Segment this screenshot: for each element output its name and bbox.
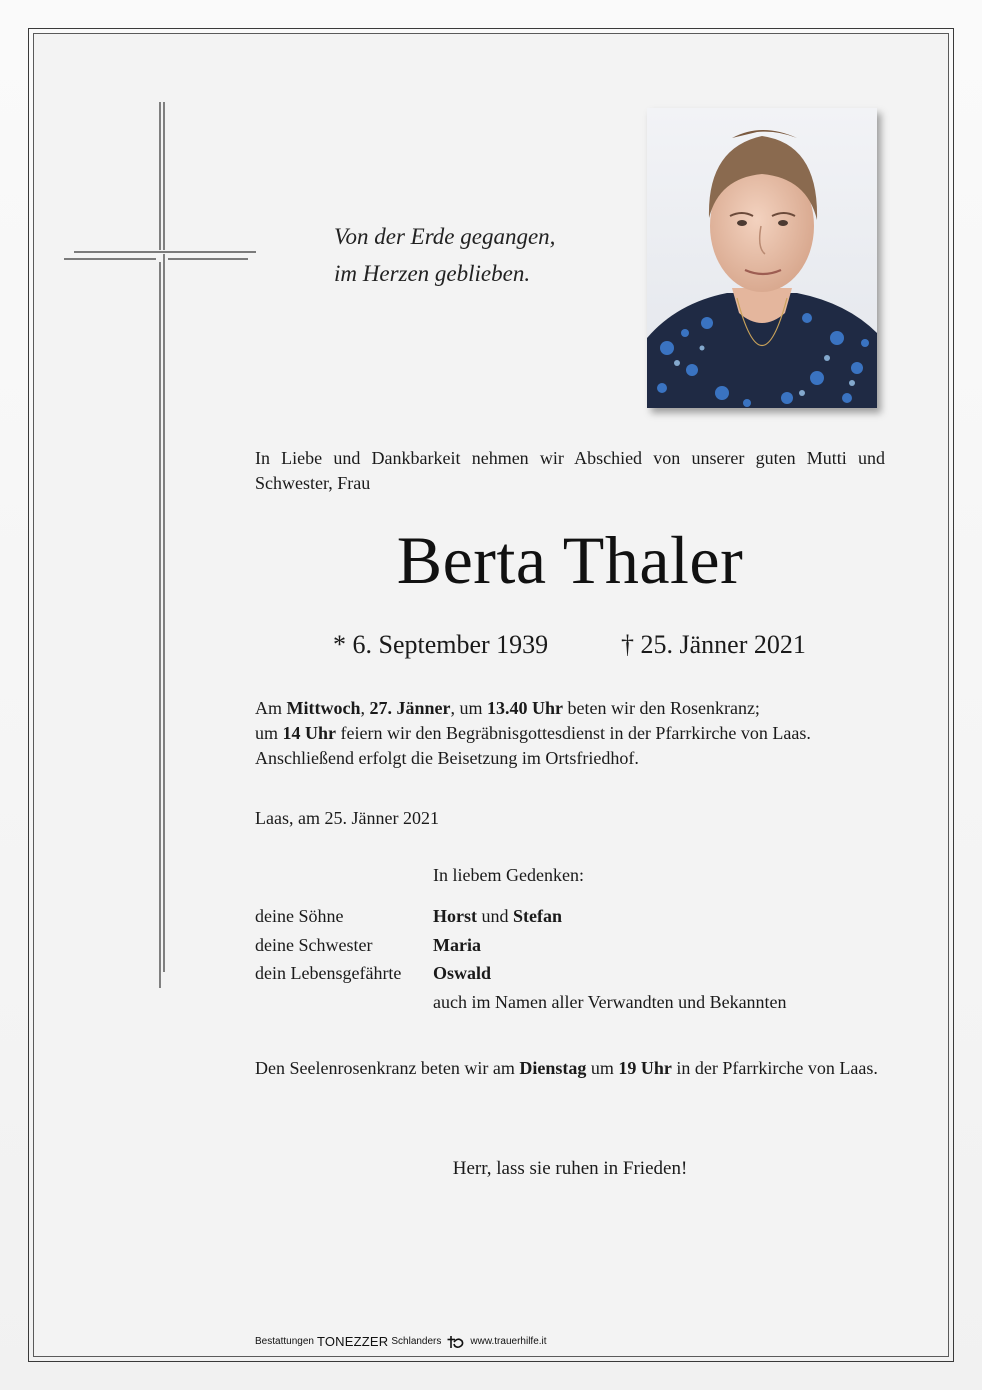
mourner-relation: dein Lebensgefährte: [255, 963, 402, 983]
rosary-weekday: Dienstag: [519, 1058, 587, 1078]
mourner-names: [433, 990, 787, 1015]
footer-website[interactable]: www.trauerhilfe.it: [470, 1336, 547, 1347]
portrait-illustration: [647, 108, 877, 408]
service-line-3: Anschließend erfolgt die Beisetzung im Ortsfriedhof.: [255, 748, 639, 768]
text-run: , um: [450, 698, 487, 718]
service-details: [255, 696, 885, 771]
mourner-row: [255, 990, 885, 1019]
mass-time: 14 Uhr: [282, 723, 337, 743]
text-run: um: [586, 1058, 619, 1078]
motto: [334, 218, 634, 292]
text-run: ,: [360, 698, 370, 718]
text-run: beten wir den Rosenkranz;: [563, 698, 760, 718]
service-line-2: [255, 721, 885, 746]
rosary-notice: [255, 1056, 885, 1081]
deceased-name: Berta Thaler: [396, 522, 744, 598]
mourners-list: [255, 904, 885, 1018]
mourner-relation: deine Söhne: [255, 906, 344, 926]
cross-icon: [60, 102, 260, 992]
service-line-1: [255, 696, 885, 721]
text-run: Am: [255, 698, 287, 718]
mourner-row: [255, 904, 885, 933]
mourner-name: Stefan: [513, 906, 562, 926]
mourner-names: [433, 961, 491, 986]
mourner-name: Horst: [433, 906, 477, 926]
mourner-name: Maria: [433, 934, 481, 955]
motto-line-2: im Herzen geblieben.: [334, 261, 531, 286]
rosary-time: 19 Uhr: [618, 1058, 672, 1078]
portrait-photo: [647, 108, 877, 408]
text-run: und: [477, 906, 513, 926]
text-run: Den Seelenrosenkranz beten wir am: [255, 1058, 520, 1078]
motto-line-1: Von der Erde gegangen,: [334, 224, 556, 249]
weekday: Mittwoch: [286, 698, 361, 718]
footer: [255, 1334, 547, 1349]
rosary-time: 13.40 Uhr: [487, 698, 563, 718]
death-date: † 25. Jänner 2021: [621, 630, 806, 659]
footer-suffix: Schlanders: [391, 1336, 442, 1347]
gedenken-heading: In liebem Gedenken:: [433, 865, 584, 885]
mourner-row: [255, 933, 885, 962]
closing-prayer: Herr, lass sie ruhen in Frieden!: [452, 1158, 688, 1179]
footer-prefix: Bestattungen: [255, 1336, 314, 1347]
mourner-names: [433, 904, 562, 929]
birth-date: * 6. September 1939: [333, 630, 549, 659]
place-date: Laas, am 25. Jänner 2021: [255, 808, 439, 828]
text-run: feiern wir den Begräbnisgottesdienst in der Pfarrkirche von Laas.: [336, 723, 811, 743]
relatives-note: auch im Namen aller Verwandten und Bekannten: [433, 991, 787, 1012]
mourner-name: Oswald: [433, 963, 492, 983]
text-run: in der Pfarrkirche von Laas.: [671, 1058, 878, 1078]
trauerhilfe-logo-icon: [447, 1335, 465, 1349]
intro-text: In Liebe und Dankbarkeit nehmen wir Abschied von unserer guten Mutti und Schwester, Frau: [255, 448, 885, 493]
service-date: 27. Jänner: [369, 698, 451, 718]
mourner-row: [255, 961, 885, 990]
text-run: um: [255, 723, 283, 743]
footer-brand: TONEZZER: [316, 1334, 389, 1349]
mourner-names: [433, 933, 481, 958]
mourner-relation: deine Schwester: [255, 934, 373, 955]
